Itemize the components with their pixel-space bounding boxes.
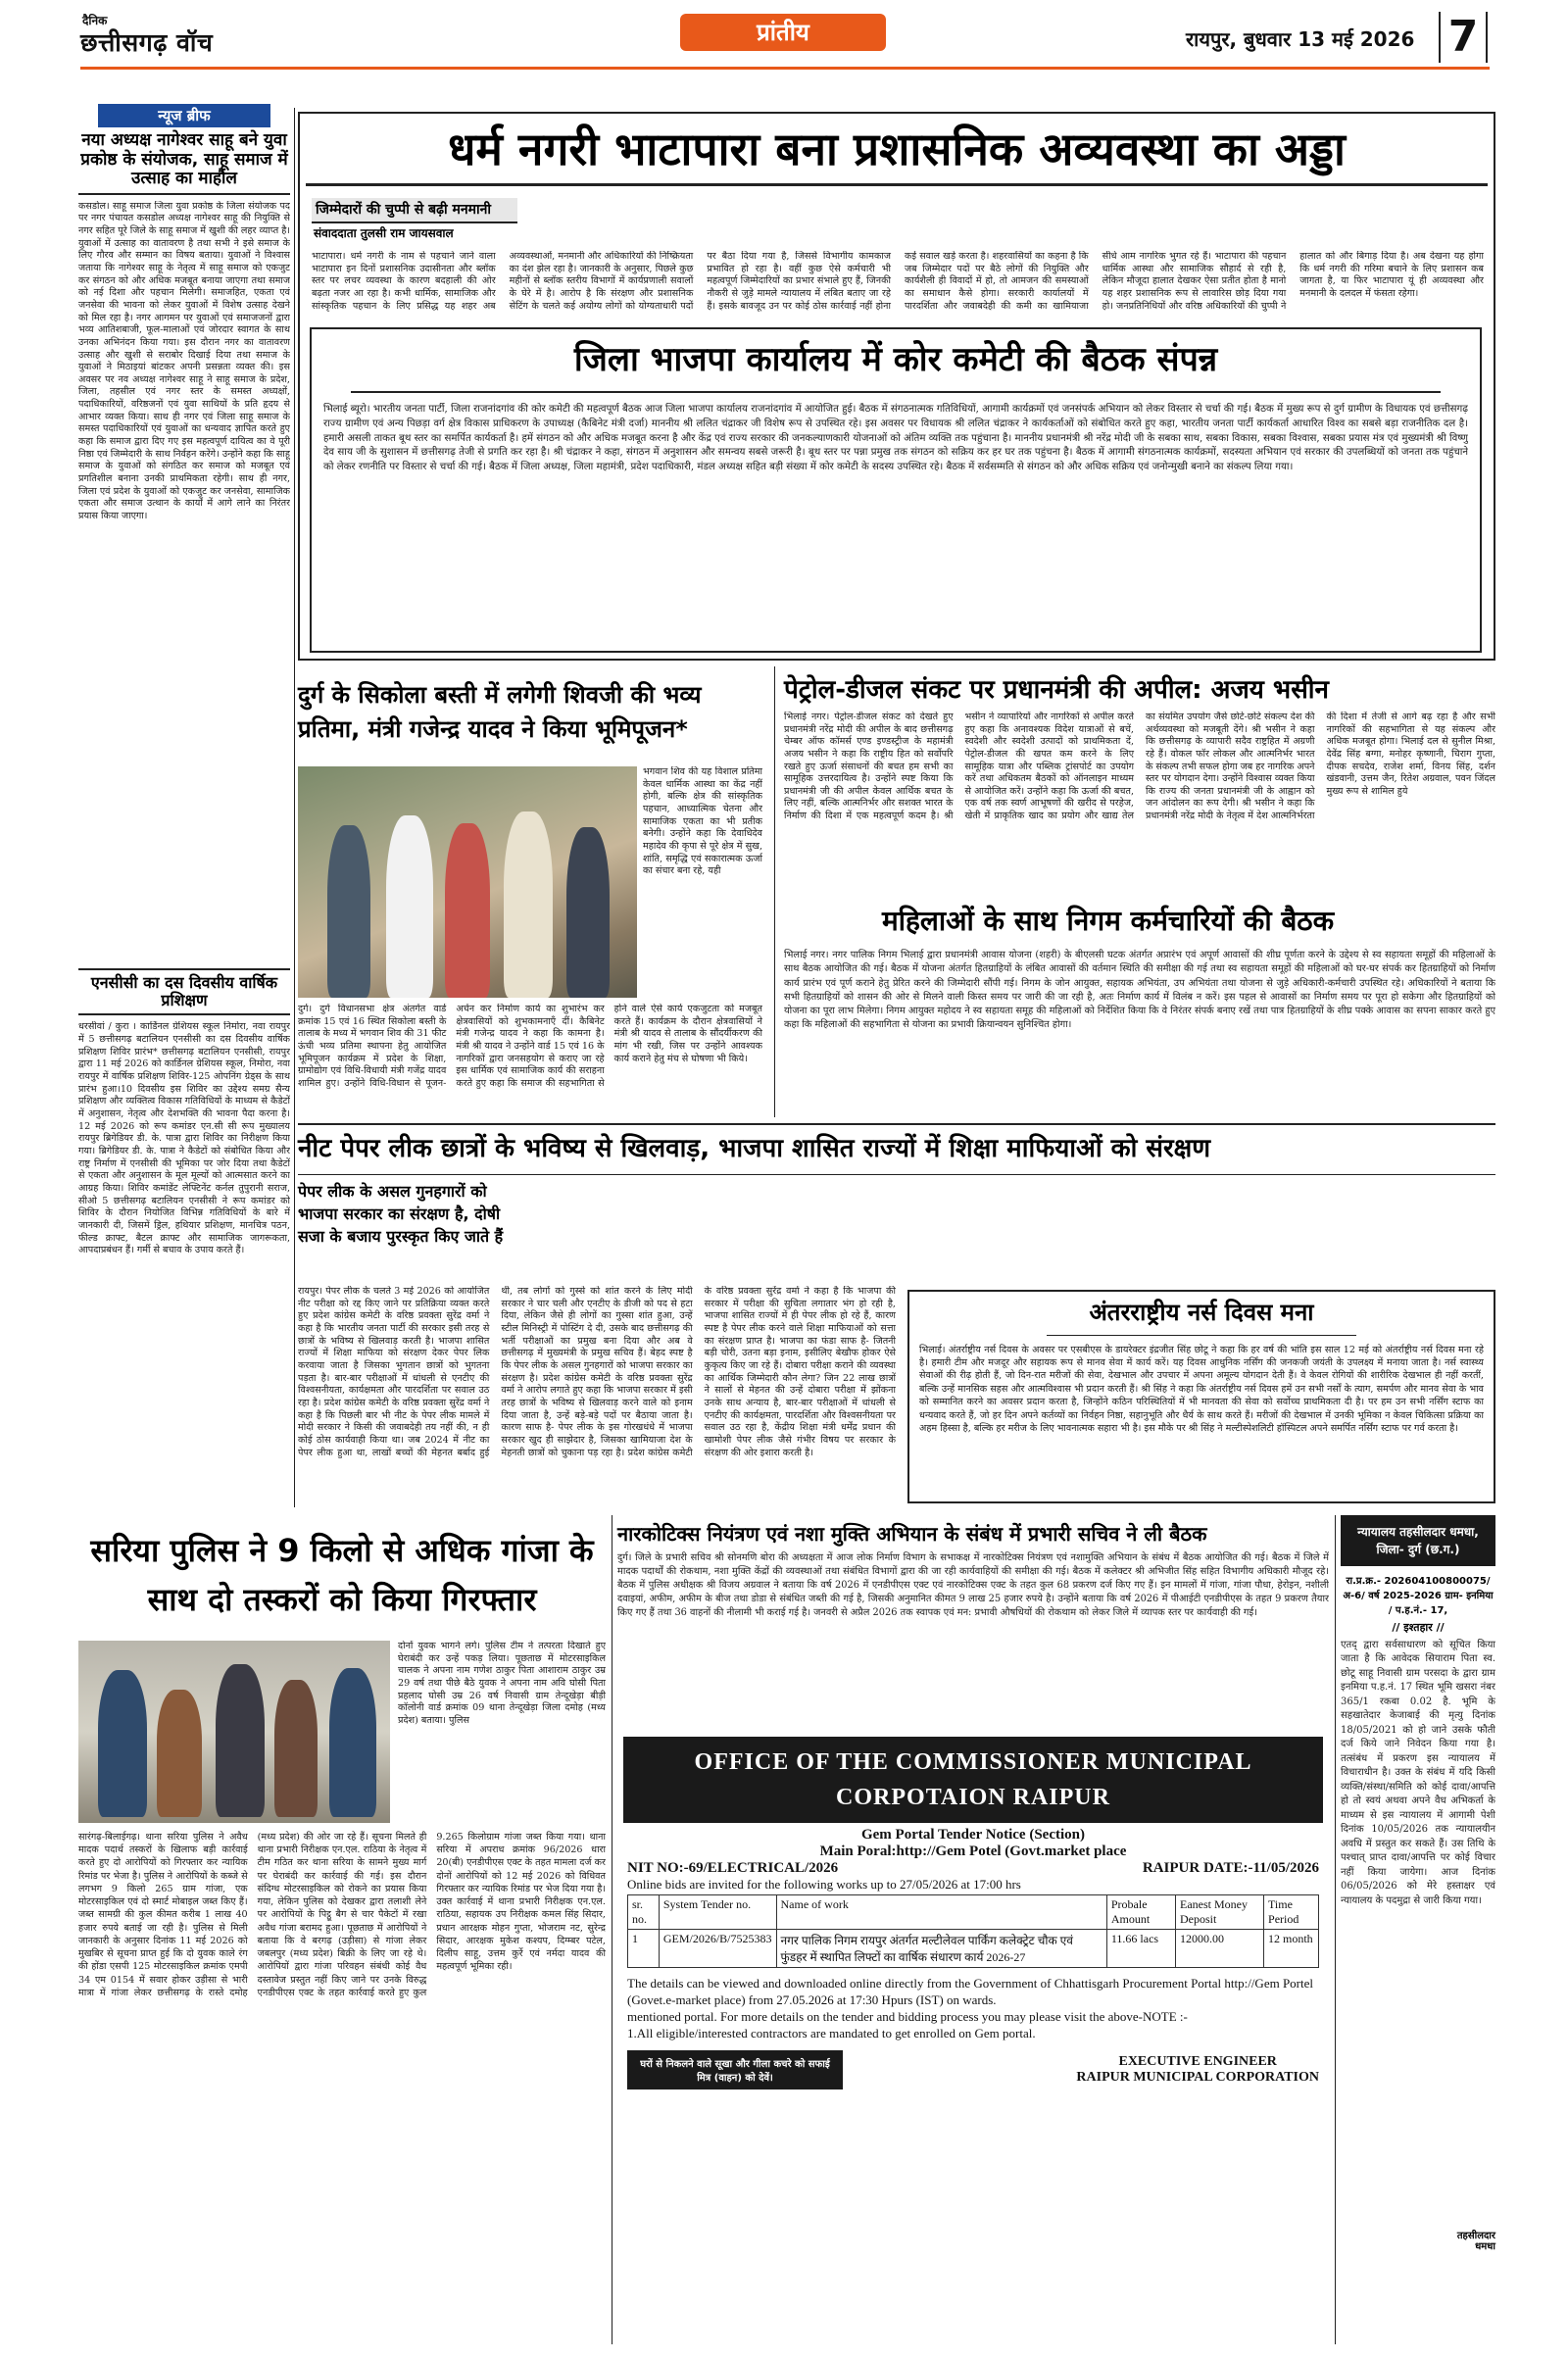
masthead-rule — [80, 67, 1490, 70]
tender-cell: 1 — [628, 1930, 660, 1968]
nurses-body: भिलाई। अंतर्राष्ट्रीय नर्स दिवस के अवसर पर एसबीएस के डायरेक्टर इंद्रजीत सिंह छोटू ने कहा कि हर वर्ष की भांति इस साल 12 मई को अंतर्राष्ट्रीय नर्स दिवस मना रहे है। हमारी टीम और मजदूर और सहायक रूप से मानव सेवा में कार्य करें। यह दिवस आधुनिक नर्सिंग की जनकजी जयंती के उपलक्ष्य में मनाया जाता है। नर्स स्वास्थ्य सेवाओं की रीढ़ होती हैं, जो दिन-रात मरीजों की सेवा, देखभाल और उपचार में अपना अमूल्य योगदान देती हैं। वे केवल रोगियों की शारीरिक देखभाल ही नहीं करतीं, बल्कि उन्हें मानसिक सहस और आत्मविश्वास भी प्रदान करती हैं। श्री सिंह ने कहा कि अंतर्राष्ट्रीय नर्स दिवस हमें उन सभी नर्सों के त्याग, समर्पण और मानव सेवा के भाव को सम्मानित करने का अवसर प्रदान करता है, जिन्होंने कठिन परिस्थितियों में भी मानवता की सेवा को सर्वोच्च प्राथमिकता दी है। पर हम उन सभी नर्सिंग स्टाफ का धन्यवाद करते हैं, जो हर दिन अपने कर्तव्यों का निर्वहन निष्ठा, सहानुभूति और धैर्य के साथ करते हैं। मरीजों की देखभाल में उनकी भूमिका न केवल चिकित्सा प्रक्रिया का अहम हिस्सा है, बल्कि हर मरीज के लिए भावनात्मक सहारा भी है। इस मौके पर श्री सिंह ने मल्टीस्पेशलिटी हॉस्पिटल अपने समर्पित नर्सिंग स्टाफ पर गर्व करता है। — [919, 1344, 1484, 1435]
court-notice — [1341, 1515, 1495, 2348]
court-signer-2: धमधा — [1475, 2241, 1495, 2253]
masthead — [0, 0, 1568, 103]
page-number-box — [1439, 12, 1488, 63]
ganja-body-top: दोनों युवक भागने लगे। पुलिस टीम ने तत्परता दिखाते हुए घेराबंदी कर उन्हें पकड़ लिया। पूछताछ में मोटरसाइकिल चालक ने अपना नाम गणेश ठाकुर पिता आशाराम ठाकुर उम्र 29 वर्ष तथा पीछे बैठे युवक ने अपना नाम अवि घोसी पिता प्रहलाद घोसी उम्र 26 वर्ष निवासी ग्राम तेन्दूखेड़ा बीड़ी कॉलोनी वार्ड क्रमांक 09 थाना तेन्दूखेड़ा जिला दमोह (मध्य प्रदेश) बताया। पुलिस — [398, 1641, 606, 1726]
tender-nit-row — [617, 1860, 1329, 1877]
narcotics-story — [617, 1515, 1329, 1729]
petrol-body: भिलाई नगर। पेट्रोल-डीजल संकट को देखते हुए प्रधानमंत्री नरेंद्र मोदी की अपील के बाद छत्तीसगढ़ चेम्बर ऑफ कॉमर्स एण्ड इण्डस्ट्रीज के महामंत्री अजय भसीन ने कहा कि राष्ट्रीय हित को सर्वोपरि रखते हुए ऊर्जा संसाधनों की बचत हम सभी का सामूहिक उत्तरदायित्व है। उन्होंने स्पष्ट किया कि प्रधानमंत्री जी की अपील केवल आर्थिक बचत के लिए नहीं, बल्कि आत्मनिर्भर और सशक्त भारत के निर्माण की दिशा में एक महत्वपूर्ण कदम है। श्री भसीन ने व्यापारियों और नागरिकों से अपील करते हुए कहा कि अनावश्यक विदेश यात्राओं से बचें, स्वदेशी और स्वदेशी उत्पादों को प्राथमिकता दें, पेट्रोल-डीजल की खपत कम करने के लिए सामूहिक यात्रा और पब्लिक ट्रांसपोर्ट का उपयोग करें तथा अधिकतम बैठकों को ऑनलाइन माध्यम से आयोजित करें। उन्होंने कहा कि ऊर्जा की बचत, एक वर्ष तक स्वर्ण आभूषणों की खरीद से परहेज, खेती में प्राकृतिक खाद का प्रयोग और खाद्य तेल का संयमित उपयोग जैसे छोटे-छोटे संकल्प देश की अर्थव्यवस्था को मजबूती देंगे। श्री भसीन ने कहा कि छत्तीसगढ़ के व्यापारी सदैव राष्ट्रहित में अग्रणी रहे हैं। वोकल फॉर लोकल और आत्मनिर्भर भारत के संकल्प तभी सफल होगा जब हर नागरिक अपने स्तर पर योगदान देगा। उन्होंने विश्वास व्यक्त किया कि राज्य की जनता प्रधानमंत्री जी के आह्वान को जन आंदोलन का रूप देगी। श्री भसीन ने कहा कि प्रधानमंत्री नरेंद्र मोदी के नेतृत्व में देश आत्मनिर्भरता की दिशा में तेजी से आगे बढ़ रहा है और सभी नागरिकों की सहभागिता से यह संकल्प और अधिक मजबूत होगा। भिलाई दल से सुनील मिश्रा, देवेंद्र सिंह बग्गा, मनोहर कृष्णानी, चिराग गुप्ता, दीपक सचदेव, राजेश शर्मा, विनय सिंह, दर्शन खंडवानी, उत्तम जैन, रितेश अग्रवाल, पवन जिंदल मुख्य रूप से शामिल हुये — [784, 711, 1495, 822]
shivaji-photo — [298, 766, 637, 998]
neet-pull-quote: पेपर लीक के असल गुनहगारों को भाजपा सरकार का संरक्षण है, दोषी सजा के बजाय पुरस्कृत किए जाते हैं — [298, 1182, 504, 1247]
tender-cell: नगर पालिक निगम रायपुर अंतर्गत मल्टीलेवल पार्किंग कलेक्ट्रेट चौक एवं फुंडहर में स्थापित लिफ्टों का वार्षिक संधारण कार्य 2026-27 — [776, 1930, 1106, 1968]
tender-row — [628, 1930, 1319, 1968]
shivaji-side: भगवान शिव की यह विशाल प्रतिमा केवल धार्मिक आस्था का केंद्र नहीं होगी, बल्कि क्षेत्र की सांस्कृतिक पहचान, आध्यात्मिक चेतना और सामाजिक एकता का भी प्रतीक बनेगी। उन्होंने कहा कि देवाधिदेव महादेव की कृपा से पूरे क्षेत्र में सुख, शांति, समृद्धि एवं सकारात्मक ऊर्जा का संचार बना रहे, यही — [643, 766, 762, 877]
tender-cell: 12000.00 — [1176, 1930, 1264, 1968]
women-story — [784, 898, 1495, 1117]
ganja-body: सारंगढ़-बिलाईगढ़। थाना सरिया पुलिस ने अवैध मादक पदार्थ तस्करों के खिलाफ बड़ी कार्रवाई करते हुए दो आरोपियों को गिरफ्तार कर न्यायिक रिमांड पर भेजा है। पुलिस ने आरोपियों के कब्जे से लगभग 9 किलो 265 ग्राम गांजा, एक मोटरसाइकिल एवं दो स्मार्ट मोबाइल जब्त किए हैं। जब्त सामग्री की कुल कीमत करीब 1 लाख 40 हजार रुपये बताई जा रही है। पुलिस से मिली जानकारी के अनुसार दिनांक 11 मई 2026 को मुखबिर से सूचना प्राप्त हुई कि दो युवक काले रंग की होंडा एसपी 125 मोटरसाइकिल क्रमांक एमपी 34 एम 0154 में सवार होकर उड़ीसा से भारी मात्रा में गांजा लेकर छत्तीसगढ़ के रास्ते दमोह (मध्य प्रदेश) की ओर जा रहे हैं। सूचना मिलते ही थाना प्रभारी निरीक्षक एन.एल. राठिया के नेतृत्व में टीम गठित कर थाना सरिया के सामने मुख्य मार्ग पर घेराबंदी कर कार्रवाई की गई। इस दौरान संदिग्ध मोटरसाइकिल को रोकने का प्रयास किया गया, लेकिन पुलिस को देखकर द्वारा तलाशी लेने पर आरोपियों के पिट्ठू बैग से चार पैकेटों में रखा अवैध गांजा बरामद हुआ। पूछताछ में आरोपियों ने बताया कि वे बरगढ़ (उड़ीसा) से गांजा लेकर जबलपुर (मध्य प्रदेश) बिक्री के लिए जा रहे थे। आरोपियों द्वारा गांजा परिवहन संबंधी कोई वैध दस्तावेज प्रस्तुत नहीं किए जाने पर उनके विरुद्ध एनडीपीएस एक्ट के तहत कार्रवाई करते हुए कुल 9.265 किलोग्राम गांजा जब्त किया गया। थाना सरिया में अपराध क्रमांक 96/2026 धारा 20(बी) एनडीपीएस एक्ट के तहत मामला दर्ज कर दोनों आरोपियों को 12 मई 2026 को विधिवत गिरफ्तार कर न्यायिक रिमांड पर भेज दिया गया है। उक्त कार्रवाई में थाना प्रभारी निरीक्षक एन.एल. राठिया, सहायक उप निरीक्षक कमल सिंह सिदार, प्रधान आरक्षक मोहन गुप्ता, भोजराम नट, सुरेन्द्र सिदार, आरक्षक मुकेश कश्यप, दिग्म्बर पटेल, दिलीप साहू, उत्तम कुर्रे एवं नर्मदा यादव की महत्वपूर्ण भूमिका रही। — [78, 1832, 606, 1998]
tender-portal: Main Poral:http://Gem Potel (Govt.market place — [819, 1844, 1127, 1859]
lead-headline: धर्म नगरी भाटापारा बना प्रशासनिक अव्यवस्था का अड्डा — [306, 114, 1488, 186]
lead-kicker: जिम्मेदारों की चुप्पी से बढ़ी मनमानी — [312, 198, 517, 223]
nurses-story — [907, 1290, 1495, 1503]
tender-col-header: Eanest Money Deposit — [1176, 1895, 1264, 1930]
women-body: भिलाई नगर। नगर पालिक निगम भिलाई द्वारा प्रधानमंत्री आवास योजना (शहरी) के बीएलसी घटक अंतर्गत अप्रारंभ एवं अपूर्ण आवासों की शीघ्र पूर्णता करने के उद्देश्य से स्व सहायता समूहों की महिलाओं के साथ बैठक आयोजित की गई। बैठक में योजना अंतर्गत हितग्राहियों के लंबित आवासों की वर्तमान स्थिति की समीक्षा की गई तथा स्व सहायता समूहों की महिलाओं को घर-घर संपर्क कर हितग्राहियों को निर्माण कार्य प्रारंभ एवं पूर्ण कराने हेतु प्रेरित करने की जिम्मेदारी सौंपी गई। निगम के जोन आयुक्त, सहायक अभियंता, उप अभियंता तथा योजना से जुड़े अधिकारी-कर्मचारी उपस्थित रहे। अधिकारियों ने बताया कि सभी हितग्राहियों को शासन की ओर से मिलने वाली किस्त समय पर जारी की जा रही है, अतः निर्माण कार्य में विलंब न करें। इस पहल से आवासों का निर्माण समय पर पूरा हो सकेगा और हितग्राहियों को योजना का पूरा लाभ मिलेगा। निगम आयुक्त महोदय ने स्व सहायता समूह की महिलाओं को निर्देशित किया कि वे निरंतर संपर्क बनाए रखें तथा पात्र हितग्राहियों के शीघ्र पक्के आवास का सपना साकार करते हुए कहा कि महिलाओं की सहभागिता से योजना का प्रभावी क्रियान्वयन सुनिश्चित होगा। — [784, 950, 1495, 1031]
tender-col-header: Time Period — [1264, 1895, 1319, 1930]
ganja-story — [78, 1515, 606, 2348]
masthead-title: छत्तीसगढ़ वॉच — [80, 28, 214, 57]
nurses-headline: अंतरराष्ट्रीय नर्स दिवस मना — [1047, 1292, 1356, 1336]
brief-body-1: कसडोल। साहू समाज जिला युवा प्रकोष्ठ के जिला संयोजक पद पर नगर पंचायत कसडोल अध्यक्ष नागेश्वर साहू की नियुक्ति से नगर सहित पूरे जिले के साहू समाज में खुशी की लहर व्याप्त है। युवाओं में उत्साह का वातावरण है तथा सभी ने इसे समाज के लिए गौरव और सम्मान का विषय बताया। युवाओं ने विश्वास जताया कि नागेश्वर साहू के नेतृत्व में साहू समाज को एकजुट कर संगठन को और अधिक मजबूत बनाया जाएगा तथा समाज को नई दिशा और पहचान मिलेगी। समाजहित, एकता एवं जनसेवा की भावना को लेकर युवाओं में विशेष उत्साह देखने को मिल रहा है। नगर आगमन पर युवाओं एवं समाजजनों द्वारा भव्य आतिशबाजी, फूल-मालाओं एवं जोरदार स्वागत के साथ उनका अभिनंदन किया गया। इस दौरान नगर का वातावरण उत्साह और खुशी से सराबोर दिखाई दिया तथा समाज के युवाओं ने मिठाइयां बांटकर अपनी प्रसन्नता व्यक्त की। इस अवसर पर नव अध्यक्ष नागेश्वर साहू ने साहू समाज के प्रदेश, जिला, तहसील एवं नगर स्तर के समस्त अध्यक्षों, पदाधिकारियों, वरिष्ठजनों एवं युवा साथियों के प्रति हृदय से आभार व्यक्त किया। साथ ही नगर एवं जिला साहू समाज के समस्त पदाधिकारियों एवं युवाओं का धन्यवाद ज्ञापित करते हुए कहा कि समाज द्वारा दिए गए इस महत्वपूर्ण दायित्व का वे पूरी निष्ठा एवं जिम्मेदारी के साथ निर्वहन करेंगे। उन्होंने कहा कि साहू समाज के युवाओं को संगठित कर समाज को मजबूत एवं प्रगतिशील बनाना उनकी प्राथमिकता रहेगी। साथ ही नगर, जिला एवं प्रदेश के युवाओं को एकजुट कर जनसेवा, सामाजिक एकता और समाज उत्थान के कार्यों में आगे लाने का निरंतर प्रयास किया जाएगा। — [78, 200, 290, 522]
tender-col-header: sr. no. — [628, 1895, 660, 1930]
lead-story — [298, 112, 1495, 661]
shivaji-headline: दुर्ग के सिकोला बस्ती में लगेगी शिवजी की भव्य प्रतिमा, मंत्री गजेन्द्र यादव ने किया भूमिपूजन* — [298, 681, 702, 743]
tender-footer-3: 1.All eligible/interested contractors are mandated to get enrolled on Gem portal. — [627, 2025, 1036, 2040]
narcotics-headline: नारकोटिक्स नियंत्रण एवं नशा मुक्ति अभियान के संबंध में प्रभारी सचिव ने ली बैठक — [617, 1522, 1207, 1546]
dateline: रायपुर, बुधवार 13 मई 2026 — [1186, 27, 1415, 51]
tender-nit: NIT NO:-69/ELECTRICAL/2026 — [627, 1860, 839, 1876]
ganja-photo — [78, 1641, 390, 1823]
tender-intro: Online bids are invited for the following works up to 27/05/2026 at 17:00 hrs — [627, 1877, 1021, 1892]
column-divider — [294, 108, 295, 1507]
neet-headline: नीट पेपर लीक छात्रों के भविष्य से खिलवाड़, भाजपा शासित राज्यों में शिक्षा माफियाओं को संरक्षण — [298, 1123, 1495, 1175]
narcotics-body: दुर्ग। जिले के प्रभारी सचिव श्री सोनमणि बोरा की अध्यक्षता में आज लोक निर्माण विभाग के सभाकक्ष में नारकोटिक्स नियंत्रण एवं नशामुक्ति अभियान के संबंध में बैठक आयोजित की गई। बैठक में जिले में मादक पदार्थों की रोकथाम, नशा मुक्ति केंद्रों की व्यवस्थाओं तथा संबंधित विभागों द्वारा की जा रही कार्यवाहियों की समीक्षा की गई। बैठक में कलेक्टर श्री अभिजीत सिंह सहित विभागीय अधिकारी मौजूद रहे। बैठक में पुलिस अधीक्षक श्री विजय अग्रवाल ने बताया कि वर्ष 2026 में एनडीपीएस एक्ट एवं नारकोटिक्स एक्ट के तहत कुल 68 प्रकरण दर्ज किए गए हैं। इन मामलों में गांजा, गांजा पौधा, हेरोइन, नशीली दवाइयां, अफीम, अफीम के बीज तथा डोडा से संबंधित जब्ती की गई है, जिसकी अनुमानित कीमत 9 लाख 25 हजार रुपये है। उन्होंने बताया कि वर्ष 2026 में पीआईटी एनडीपीएस के तहत 9 प्रकरण तैयार किए गए हैं तथा 36 वाहनों की नीलामी भी कराई गई है। जनवरी से अप्रैल 2026 तक स्वापक एवं मन: प्रभावी औषधियों की रोकथाम को लेकर जिले में व्यापक स्तर पर कार्यवाही की गई। — [617, 1552, 1329, 1618]
news-brief-tag: न्यूज ब्रीफ — [98, 104, 270, 127]
bjp-story — [310, 327, 1482, 653]
neet-body-top — [531, 1180, 896, 1282]
shivaji-body: दुर्ग। दुर्ग विधानसभा क्षेत्र अंतर्गत वार्ड क्रमांक 15 एवं 16 स्थित सिकोला बस्ती के तालाब के मध्य में भगवान शिव की 31 फीट ऊंची भव्य प्रतिमा स्थापना हेतु आयोजित भूमिपूजन कार्यक्रम में प्रदेश के शिक्षा, ग्रामोद्योग एवं विधि-विधायी मंत्री गजेंद्र यादव शामिल हुए। उन्होंने विधि-विधान से पूजन-अर्चन कर निर्माण कार्य का शुभारंभ कर क्षेत्रवासियों को शुभकामनाएँ दीं। कैबिनेट मंत्री गजेन्द्र यादव ने कहा कि कामना है। मंत्री श्री यादव ने उन्होंने वार्ड 15 एवं 16 के नागरिकों द्वारा जनसहयोग से कराए जा रहे इस धार्मिक एवं सामाजिक कार्य की सराहना करते हुए कहा कि समाज की सहभागिता से होने वाले ऐसे कार्य एकजुटता को मजबूत करते हैं। कार्यक्रम के दौरान क्षेत्रवासियों ने मंत्री श्री यादव से तालाब के सौंदर्यीकरण की मांग भी रखी, जिस पर उन्होंने आवश्यक कार्य कराने हेतु मंच से घोषणा भी किये। — [298, 1004, 762, 1089]
neet-body: रायपुर। पेपर लीक के चलते 3 मई 2026 को आयोजित नीट परीक्षा को रद्द किए जाने पर प्रतिक्रिया व्यक्त करते हुए प्रदेश कांग्रेस कमेटी के वरिष्ठ प्रवक्ता सुरेंद्र वर्मा ने कहा है कि भारतीय जनता पार्टी की सरकार इसी तरह से छात्रों के भविष्य से खिलवाड़ करती है। भाजपा शासित राज्यों में शिक्षा माफिया को संरक्षण देकर पेपर लिक करवाया जाता है जिसका भुगतान छात्रों को भुगतना पड़ता है। बार-बार परीक्षाओं में धांधली से एनटीए की विश्वसनीयता, कार्यक्षमता और पारदर्शिता पर सवाल उठ रहा है। प्रदेश कांग्रेस कमेटी के वरिष्ठ प्रवक्ता सुरेंद्र वर्मा ने कहा है कि पिछली बार भी नीट के पेपर लीक मामले में मोदी सरकार ने किसी की जवाबदेही तय नहीं की, न ही कोई ठोस कार्यवाही किया था। जब 2024 में नीट का पेपर लीक हुआ था, लाखों बच्चों की मेहनत बर्बाद हुई थी, तब लोगों को गुस्से को शांत करने के लिए मोदी सरकार ने चार चली और एनटीए के डीजी को पद से हटा दिया, लेकिन जैसे ही लोगों का गुस्सा शांत हुआ, उन्हें स्टील मिनिस्ट्री में पोस्टिंग दे दी, उसके बाद छत्तीसगढ़ की भर्ती परीक्षाओं का प्रमुख बना दिया और अब वे छत्तीसगढ़ में मुख्यमंत्री के प्रमुख सचिव हैं। बेहद स्पष्ट है कि पेपर लीक के असल गुनहगारों को भाजपा सरकार का संरक्षण है। प्रदेश कांग्रेस कमेटी के वरिष्ठ प्रवक्ता सुरेंद्र वर्मा ने आरोप लगाते हुए कहा कि भाजपा सरकार में इसी तरह छात्रों के भविष्य से खिलवाड़ करने वाले को इनाम दिया जाता है, उन्हें बड़े-बड़े पदों पर बैठाया जाता है। कारण साफ है- पेपर लीक के इस गोरखधंधे में भाजपा सरकार खुद ही साझेदार है, जिसका खामियाजा देश के मेहनती छात्रों को चुकाना पड़ रहा है। प्रदेश कांग्रेस कमेटी के वरिष्ठ प्रवक्ता सुरेंद्र वर्मा ने कहा है कि भाजपा की सरकार में परीक्षा की सुचिता लगातार भंग हो रही है, भाजपा शासित राज्यों में ही पेपर लीक हो रहे हैं, कारण स्पष्ट है पेपर लीक करने वाले शिक्षा माफियाओं को सत्ता का संरक्षण प्राप्त है। भाजपा का फंडा साफ है- जितनी बड़ी चोरी, उतना बड़ा इनाम, इसीलिए बेखौफ होकर ऐसे कुकृत्य किए जा रहे हैं। दोबारा परीक्षा कराने की व्यवस्था का आर्थिक जिम्मेदारी कौन लेगा? जिन 22 लाख छात्रों ने सालों से मेहनत की उन्हें दोबारा परीक्षा में झोंकना उनके साथ अन्याय है, बार-बार परीक्षाओं में धांधली से एनटीए की कार्यक्षमता, पारदर्शिता और विश्वसनीयता पर सवाल उठ रहा है, केंद्रीय शिक्षा मंत्री धर्मेंद्र प्रधान की खामोशी पेपर लीक जैसे गंभीर विषय पर सरकार के संरक्षण की ओर इशारा करती है। — [298, 1286, 896, 1458]
neet-body-right — [907, 1180, 1495, 1284]
tender-signer-1: EXECUTIVE ENGINEER — [1118, 2053, 1277, 2069]
petrol-headline: पेट्रोल-डीजल संकट पर प्रधानमंत्री की अपील: अजय भसीन — [784, 675, 1329, 705]
bjp-headline: जिला भाजपा कार्यालय में कोर कमेटी की बैठक संपन्न — [351, 329, 1441, 393]
petrol-story — [784, 666, 1495, 896]
brief-body-2: धरसीवां / कुरा । कार्डिनल ग्रेशियस स्कूल निमोरा, नवा रायपुर में 5 छत्तीसगढ़ बटालियन एनसीसी का दस दिवसीय वार्षिक प्रशिक्षण शिविर प्रारंभ* छत्तीसगढ़ बटालियन एनसीसी, रायपुर द्वारा 11 मई 2026 को कार्डिनल ग्रेशियस स्कूल, निमोरा, नवा रायपुर में वार्षिक प्रशिक्षण शिविर-125 ओपनिंग ग्रेड्स के साथ प्रारंभ हुआ।10 दिवसीय इस शिविर का उद्देश्य समग्र सैन्य प्रशिक्षण और व्यक्तित्व विकास गतिविधियों के माध्यम से कैडेटों में अनुशासन, नेतृत्व और देशभक्ति की भावना पैदा करना है। 12 मई 2026 को रूप कमांडर एन.सी सी रूप मुख्यालय रायपुर ब्रिगेडियर डी. के. पात्रा द्वारा शिविर का निरीक्षण किया गया। ब्रिगेडियर डी. के. पात्रा ने कैडेटों को संबोधित किया और राष्ट्र निर्माण में एनसीसी की भूमिका पर जोर दिया तथा कैडेटों से एकता और अनुशासन के मूल मूल्यों को आत्मसात करने का आग्रह किया। शिविर कमांडेंट लेफ्टिनेंट कर्नल तुपुरानी सराज, सीओ 5 छत्तीसगढ़ बटालियन एनसीसी ने रूप कमांडर को शिविर के दौरान नियोजित विभिन्न गतिविधियों के बारे में जानकारी दी, जिसमें ड्रिल, हथियार प्रशिक्षण, मानचित्र पठन, फील्ड क्राफ्ट, बैटल क्राफ्ट और सामाजिक जागरूकता, आपदाप्रबंधन हैं। गर्मी से बचाव के उपाय करते हैं। — [78, 1021, 290, 1256]
tender-cell: 12 month — [1264, 1930, 1319, 1968]
tender-slogan: घरों से निकलने वाले सूखा और गीला कचरे को सफाई मित्र (वाहन) को देवें। — [627, 2050, 843, 2090]
page-number: 7 — [1447, 12, 1479, 62]
tender-office: OFFICE OF THE COMMISSIONER MUNICIPAL CORPOTAION RAIPUR — [694, 1749, 1252, 1810]
masthead-pre: दैनिक — [82, 14, 108, 27]
brief-headline-2: एनसीसी का दस दिवसीय वार्षिक प्रशिक्षण — [78, 968, 290, 1016]
lead-kicker-box — [312, 198, 517, 245]
section-tag: प्रांतीय — [680, 14, 886, 51]
tender-col-header: System Tender no. — [659, 1895, 776, 1930]
court-signer-1: तहसीलदार — [1456, 2230, 1495, 2241]
ganja-headline: सरिया पुलिस ने 9 किलो से अधिक गांजा के साथ दो तस्करों को किया गिरफ्तार — [90, 1532, 594, 1618]
tender-office-box — [623, 1737, 1323, 1823]
court-case: रा.प्र.क्र.- 202604100800075/अ-6/ वर्ष 2025-2026 ग्राम- इनमिया / प.ह.नं.- 17, — [1343, 1576, 1494, 1616]
neet-story — [298, 1123, 1495, 1507]
brief-headline-1: नया अध्यक्ष नागेश्वर साहू बने युवा प्रकोष्ठ के संयोजक, साहू समाज में उत्साह का माहौल — [78, 131, 290, 195]
tender-signer-2: RAIPUR MUNICIPAL CORPORATION — [1076, 2069, 1319, 2085]
tender-date: RAIPUR DATE:-11/05/2026 — [1142, 1860, 1319, 1876]
tender-cell: 11.66 lacs — [1106, 1930, 1175, 1968]
news-brief-column — [78, 104, 290, 1507]
tender-notice-title: Gem Portal Tender Notice (Section) — [860, 1827, 1085, 1843]
tender-footer-2: mentioned portal. For more details on the tender and bidding process you may please visit the above-NOTE :- — [627, 2008, 1188, 2024]
tender-footer-1: The details can be viewed and downloaded online directly from the Government of Chhattisgarh Procurement Portal http://Gem Portel (Govet.e-market place) from 27.05.2026 at 17:30 Hpurs (IST) on wards. — [627, 1976, 1314, 2007]
tender-col-header: Name of work — [776, 1895, 1106, 1930]
shivaji-story — [298, 666, 762, 1117]
tender-bottom-row — [617, 2042, 1329, 2090]
tender-table — [627, 1894, 1319, 1968]
court-body: एतद् द्वारा सर्वसाधारण को सूचित किया जाता है कि आवेदक सियाराम पिता स्व. छोटू साहू निवासी ग्राम परसदा के द्वारा ग्राम इनमिया प.ह.नं. 17 स्थित भूमि खसरा नंबर 365/1 रकबा 0.02 है. भूमि के सहखातेदार केजाबाई की मृत्यु दिनांक 18/05/2021 को हो जाने उसके फौती दर्ज किये जाने निवेदन किया गया है। तत्संबंध में प्रकरण इस न्यायालय में विचाराधीन है। उक्त के संबंध में यदि किसी व्यक्ति/संस्था/समिति को कोई दावा/आपत्ति हो तो स्वयं अथवा अपने वैध अभिकर्ता के माध्यम से इस न्यायालय में आगामी पेशी दिनांक 10/05/2026 तक न्यायालयीन अवधि में प्रस्तुत कर सकते हैं। उस तिथि के पश्चात् प्राप्त दावा/आपत्ति पर कोई विचार नहीं किया जायेगा। आज दिनांक 06/05/2026 को मेरे हस्ताक्षर एवं न्यायालय के पदमुद्रा से जारी किया गया। — [1341, 1639, 1495, 1906]
tender-col-header: Probale Amount — [1106, 1895, 1175, 1930]
court-notice-title: // इश्तहार // — [1392, 1621, 1445, 1634]
column-divider-2 — [774, 666, 775, 1117]
column-divider-4 — [1335, 1515, 1336, 2344]
lead-body: भाटापारा। धर्म नगरी के नाम से पहचाने जाने वाला भाटापारा इन दिनों प्रशासनिक उदासीनता और ब्लॉक स्तर पर लचर व्यवस्था के कारण बदहाली की ओर बढ़ता नजर आ रहा है। कभी धार्मिक, सामाजिक और सांस्कृतिक पहचान के लिए प्रसिद्ध यह शहर अब अव्यवस्थाओं, मनमानी और अधिकारियों की निष्क्रियता का दंश झेल रहा है। जानकारी के अनुसार, पिछले कुछ महीनों से ब्लॉक स्तरीय विभागों में कार्यप्रणाली सवालों के घेरे में है। आरोप है कि संरक्षण और प्रशासनिक सेटिंग के चलते कई अयोग्य लोगों को योग्यताधारी पदों पर बैठा दिया गया है, जिससे विभागीय कामकाज प्रभावित हो रहा है। वहीं कुछ ऐसे कर्मचारी भी महत्वपूर्ण जिम्मेदारियों का प्रभार संभाले हुए हैं, जिनकी नौकरी से जुड़े मामले न्यायालय में लंबित बताए जा रहे हैं। इसके बावजूद उन पर कोई ठोस कार्रवाई नहीं होना कई सवाल खड़े करता है। शहरवासियों का कहना है कि जब जिम्मेदार पदों पर बैठे लोगों की नियुक्ति और कार्यशैली ही विवादों में हो, तो आमजन की समस्याओं का समाधान कैसे होगा। सरकारी कार्यालयों में पारदर्शिता और जवाबदेही की कमी का खामियाजा सीधे आम नागरिक भुगत रहे हैं। भाटापारा की पहचान धार्मिक आस्था और सामाजिक सौहार्द से रही है, लेकिन मौजूदा हालात देखकर ऐसा प्रतीत होता है मानो यह शहर प्रशासनिक रूप से लावारिस छोड़ दिया गया हो। जनप्रतिनिधियों और वरिष्ठ अधिकारियों की चुप्पी ने हालात को और बिगाड़ दिया है। अब देखना यह होगा कि धर्म नगरी की गरिमा बचाने के लिए प्रशासन कब जागता है, या फिर भाटापारा यूं ही अव्यवस्था और मनमानी के दलदल में फंसता रहेगा। — [312, 251, 1484, 312]
women-headline: महिलाओं के साथ निगम कर्मचारियों की बैठक — [882, 905, 1335, 937]
tender-cell: GEM/2026/B/7525383 — [659, 1930, 776, 1968]
bjp-body: भिलाई ब्यूरो। भारतीय जनता पार्टी, जिला राजनांदगांव की कोर कमेटी की महत्वपूर्ण बैठक आज जिला भाजपा कार्यालय राजनांदगांव में आयोजित हुई। बैठक में संगठनात्मक गतिविधियों, आगामी कार्यक्रमों एवं जनसंपर्क अभियान को लेकर विस्तार से चर्चा की गई। बैठक में मुख्य रूप से दुर्ग ग्रामीण के विधायक एवं छत्तीसगढ़ राज्य ग्रामीण एवं अन्य पिछड़ा वर्ग क्षेत्र विकास प्राधिकरण के उपाध्यक्ष (कैबिनेट मंत्री दर्जा) माननीय श्री ललित चंद्राकर जी विशेष रूप से उपस्थित रहे। इस अवसर पर विधायक श्री ललित चंद्राकर ने कार्यकर्ताओं को संबोधित करते हुए कहा, भारतीय जनता पार्टी कार्यकर्ता आधारित विश्व का सबसे बड़ा राजनीतिक दल है। हमारी असली ताकत बूथ स्तर का समर्पित कार्यकर्ता है। हमें संगठन को और अधिक मजबूत करना है और केंद्र एवं राज्य सरकार की जनकल्याणकारी योजनाओं को अंतिम व्यक्ति तक पहुंचाना है। माननीय प्रधानमंत्री श्री नरेंद्र मोदी जी के सबका साथ, सबका विकास, सबका विश्वास, सबका प्रयास मंत्र एवं मुख्यमंत्री श्री विष्णु देव साय जी के सुशासन में छत्तीसगढ़ तेजी से प्रगति कर रहा है। श्री चंद्राकर ने कहा, संगठन में अनुशासन और समन्वय सबसे जरूरी है। बूथ स्तर पर पन्ना प्रमुख तक संगठन को सक्रिय कर हर घर तक पहुंचना है। बैठक में आगामी संगठनात्मक कार्यक्रमों, सदस्यता अभियान एवं सरकार की उपलब्धियों को जनता तक पहुंचाने को लेकर रणनीति पर विस्तार से चर्चा की गई। बैठक में जिला अध्यक्ष, जिला महामंत्री, प्रदेश पदाधिकारी, मंडल अध्यक्ष सहित बड़ी संख्या में कोर कमेटी के सदस्य उपस्थित रहे। बैठक में सर्वसम्मति से संगठन को और अधिक सक्रिय एवं जनोन्मुखी बनाने का संकल्प लिया गया। — [323, 404, 1468, 473]
court-title: न्यायालय तहसीलदार धमधा, जिला- दुर्ग (छ.ग.) — [1341, 1515, 1495, 1566]
tender-notice — [617, 1737, 1329, 2344]
lead-byline: संवाददाता तुलसी राम जायसवाल — [314, 226, 454, 241]
